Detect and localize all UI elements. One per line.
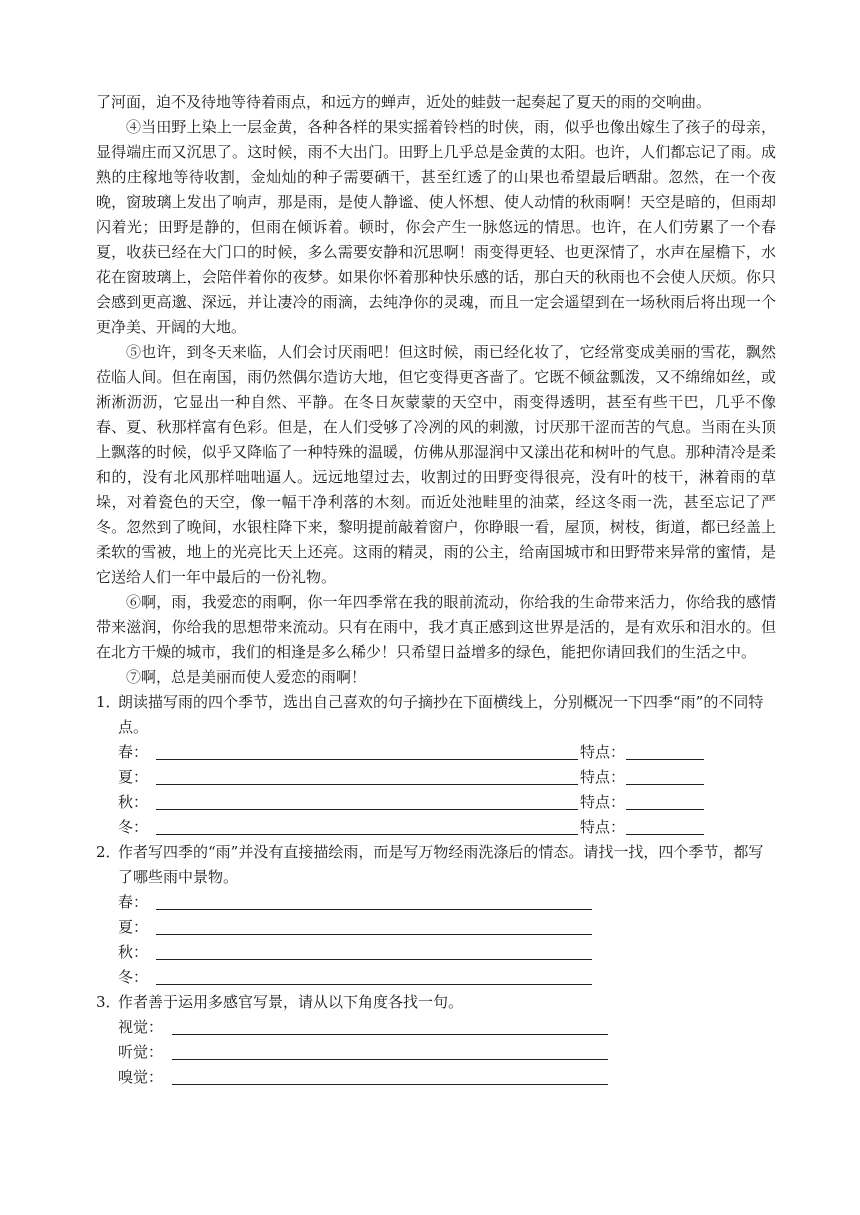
answer-label: 冬： — [118, 968, 149, 986]
feature-line[interactable] — [626, 784, 704, 785]
answer-row — [96, 915, 776, 940]
answer-row — [96, 940, 776, 965]
passage-paragraph: ⑤也许，到冬天来临，人们会讨厌雨吧！但这时候，雨已经化妆了，它经常变成美丽的雪花，飘然莅临人间。但在南国，雨仍然偶尔造访大地，但它变得更吝啬了。它既不倾盆瓢泼，又不绵绵如丝，或淅淅沥沥，它显出一种自然、平静。在冬日灰蒙蒙的天空中，雨变得透明，甚至有些干巴，几乎不像春、夏、秋那样富有色彩。但是，在人们受够了冷冽的风的刺激，讨厌那干涩而苦的气息。当雨在头顶上飘落的时候，似乎又降临了一种特殊的温暖，仿佛从那湿润中又漾出花和树叶的气息。那种清冷是柔和的，没有北风那样咄咄逼人。远远地望过去，收割过的田野变得很亮，没有叶的枝干，淋着雨的草垛，对着瓷色的天空，像一幅干净利落的木刻。而近处池畦里的油菜，经这冬雨一洗，甚至忘记了严冬。忽然到了晚间，水银柱降下来，黎明提前敲着窗户，你睁眼一看，屋顶，树枝，街道，都已经盖上柔软的雪被，地上的光亮比天上还亮。这雨的精灵，雨的公主，给南国城市和田野带来异常的蜜情，是它送给人们一年中最后的一份礼物。 — [96, 343, 776, 586]
feature-label: 特点： — [580, 793, 626, 811]
answer-row — [96, 790, 776, 815]
answer-row — [96, 890, 776, 915]
feature-label: 特点： — [580, 818, 626, 836]
answer-line[interactable] — [172, 1034, 608, 1035]
answer-row — [96, 815, 776, 840]
answer-label: 春： — [118, 893, 149, 911]
answer-row — [96, 765, 776, 790]
answer-label: 视觉： — [118, 1018, 164, 1036]
passage-paragraph: ④当田野上染上一层金黄，各种各样的果实摇着铃档的时侠，雨，似乎也像出嫁生了孩子的母亲，显得端庄而又沉思了。这时候，雨不大出门。田野上几乎总是金黄的太阳。也许，人们都忘记了雨。成熟的庄稼地等待收割，金灿灿的种子需要硒干，甚至红透了的山果也希望最后晒甜。忽然，在一个夜晚，窗玻璃上发出了响声，那是雨，是使人静谧、使人怀想、使人动情的秋雨啊！天空是暗的，但雨却闪着光；田野是静的，但雨在倾诉着。顿时，你会产生一脉悠远的情思。也许，在人们劳累了一个春夏，收获已经在大门口的时候，多么需要安静和沉思啊！雨变得更轻、也更深情了，水声在屋檐下，水花在窗玻璃上，会陪伴着你的夜梦。如果你怀着那种快乐感的话，那白天的秋雨也不会使人厌烦。你只会感到更高邈、深远，并让凄冷的雨滴，去纯净你的灵魂，而且一定会遥望到在一场秋雨后将出现一个更净美、开阔的大地。 — [96, 118, 776, 336]
answer-line[interactable] — [156, 784, 578, 785]
answer-label: 春： — [118, 743, 149, 761]
question-2 — [96, 840, 776, 990]
question-number: 2． — [96, 843, 121, 861]
answer-line[interactable] — [156, 959, 592, 960]
passage-paragraph: ⑥啊，雨，我爱恋的雨啊，你一年四季常在我的眼前流动，你给我的生命带来活力，你给我的感情带来滋润，你给我的思想带来流动。只有在雨中，我才真正感到这世界是活的，是有欢乐和泪水的。但在北方干燥的城市，我们的相逢是多么稀少！只希望日益增多的绿色，能把你请回我们的生活之中。 — [96, 593, 776, 661]
feature-line[interactable] — [626, 834, 704, 835]
feature-line[interactable] — [626, 809, 704, 810]
question-3 — [96, 990, 776, 1090]
answer-row — [96, 965, 776, 990]
question-1 — [96, 690, 776, 840]
answer-label: 夏： — [118, 768, 149, 786]
question-text: 作者写四季的“雨”并没有直接描绘雨，而是写万物经雨洗涤后的情态。请找一找，四个季节，都写了哪些雨中景物。 — [118, 843, 764, 886]
answer-line[interactable] — [156, 809, 578, 810]
answer-line[interactable] — [156, 934, 592, 935]
answer-line[interactable] — [156, 984, 592, 985]
answer-label: 嗅觉： — [118, 1068, 164, 1086]
answer-line[interactable] — [156, 909, 592, 910]
document-page — [96, 90, 776, 1090]
passage-paragraph: ⑦啊，总是美丽而使人爱恋的雨啊！ — [126, 668, 367, 686]
feature-label: 特点： — [580, 743, 626, 761]
answer-line[interactable] — [156, 759, 578, 760]
feature-label: 特点： — [580, 768, 626, 786]
question-number: 3． — [96, 993, 121, 1011]
question-text: 朗读描写雨的四个季节，选出自己喜欢的句子摘抄在下面横线上，分别概况一下四季“雨”的不同特点。 — [118, 693, 764, 736]
answer-row — [96, 1065, 776, 1090]
passage — [96, 90, 776, 690]
passage-paragraph: 了河面，迫不及待地等待着雨点，和远方的蝉声，近处的蛙鼓一起奏起了夏天的雨的交响曲。 — [96, 93, 712, 111]
answer-row — [96, 1040, 776, 1065]
answer-line[interactable] — [172, 1084, 608, 1085]
answer-line[interactable] — [172, 1059, 608, 1060]
answer-label: 秋： — [118, 943, 149, 961]
feature-line[interactable] — [626, 759, 704, 760]
answer-row — [96, 1015, 776, 1040]
answer-label: 夏： — [118, 918, 149, 936]
question-text: 作者善于运用多感官写景，请从以下角度各找一句。 — [118, 993, 464, 1011]
answer-row — [96, 740, 776, 765]
answer-label: 秋： — [118, 793, 149, 811]
answer-line[interactable] — [156, 834, 578, 835]
answer-label: 听觉： — [118, 1043, 164, 1061]
question-number: 1． — [96, 693, 121, 711]
answer-label: 冬： — [118, 818, 149, 836]
